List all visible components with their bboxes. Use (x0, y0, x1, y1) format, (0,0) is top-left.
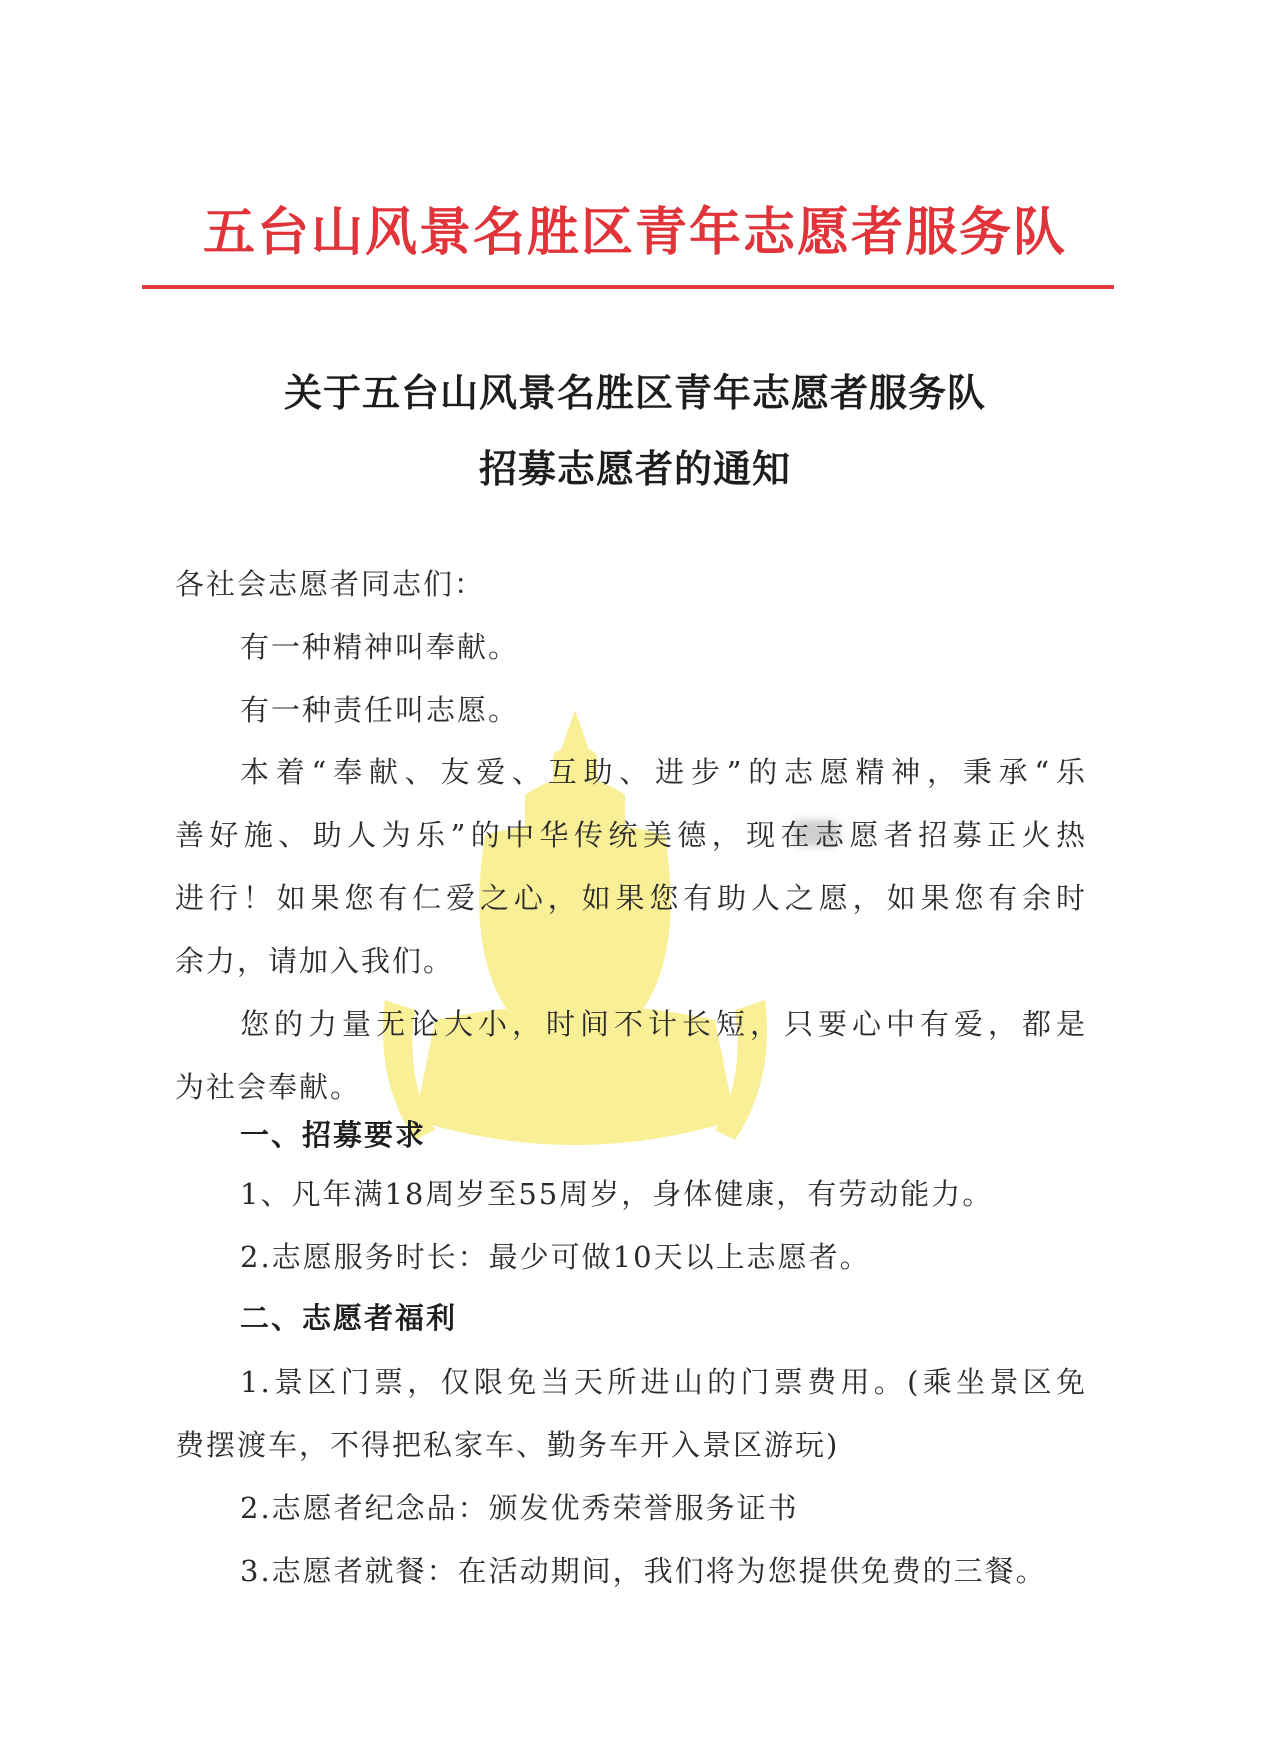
paragraph-4-line: 您的力量无论大小，时间不计长短，只要心中有爱，都是 (240, 1007, 1087, 1041)
notice-title-line1: 关于五台山风景名胜区青年志愿者服务队 (283, 371, 986, 415)
notice-title-line2: 招募志愿者的通知 (478, 447, 791, 491)
benefit-item-3: 3.志愿者就餐：在活动期间，我们将为您提供免费的三餐。 (240, 1554, 1047, 1588)
benefit-item-1-line: 1.景区门票，仅限免当天所进山的门票费用。(乘坐景区免 (240, 1365, 1087, 1399)
paragraph-3-line: 余力，请加入我们。 (175, 944, 455, 978)
paragraph-1: 有一种精神叫奉献。 (240, 630, 520, 664)
paragraph-4-line: 为社会奉献。 (175, 1070, 362, 1104)
paragraph-2: 有一种责任叫志愿。 (240, 693, 520, 727)
paragraph-3-line: 善好施、助人为乐”的中华传统美德，现在志愿者招募正火热 (175, 818, 1087, 852)
paragraph-3-line: 本着“奉献、友爱、互助、进步”的志愿精神，秉承“乐 (240, 755, 1087, 789)
salutation: 各社会志愿者同志们： (175, 567, 486, 601)
benefit-item-2: 2.志愿者纪念品：颁发优秀荣誉服务证书 (240, 1491, 799, 1525)
requirement-item: 2.志愿服务时长：最少可做10天以上志愿者。 (240, 1240, 871, 1274)
section-2-heading: 二、志愿者福利 (240, 1301, 458, 1335)
benefit-item-1-line: 费摆渡车，不得把私家车、勤务车开入景区游玩) (175, 1428, 840, 1462)
org-header: 五台山风景名胜区青年志愿者服务队 (202, 202, 1067, 263)
requirement-item: 1、凡年满18周岁至55周岁，身体健康，有劳动能力。 (240, 1177, 994, 1211)
section-1-heading: 一、招募要求 (240, 1118, 427, 1152)
paragraph-3-line: 进行！如果您有仁爱之心，如果您有助人之愿，如果您有余时 (175, 881, 1087, 915)
red-divider-line (142, 285, 1114, 289)
